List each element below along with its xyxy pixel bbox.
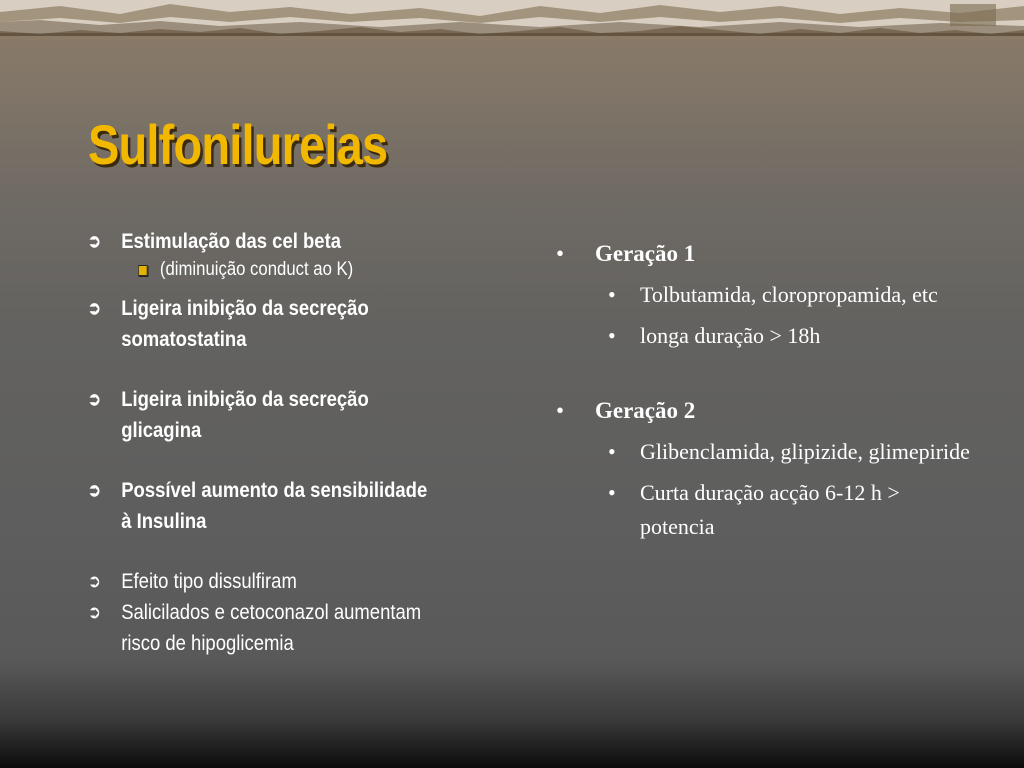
dot-bullet-icon: •: [556, 241, 565, 266]
generation-heading-text: Geração 2: [595, 398, 696, 423]
generation-heading: [556, 237, 976, 271]
list-item-text: Efeito tipo dissulfiram: [121, 570, 297, 593]
decorative-banner: [0, 0, 1024, 40]
left-bullet-list: [86, 226, 486, 659]
list-item: [86, 226, 438, 257]
generation-item: [556, 319, 976, 353]
dot-bullet-icon: •: [608, 282, 616, 307]
list-item: [86, 384, 438, 446]
list-item-text: Ligeira inibição da secreção somatostatina: [121, 297, 369, 351]
square-bullet-icon: [138, 265, 148, 276]
right-bullet-list: [556, 237, 976, 544]
generation-item: [556, 435, 976, 469]
dot-bullet-icon: •: [608, 323, 616, 348]
arrow-circle-icon: ➲: [87, 231, 102, 251]
list-item-text: Ligeira inibição da secreção glicagina: [121, 388, 369, 442]
list-item-text: Possível aumento da sensibilidade à Insulina: [121, 479, 428, 533]
sub-list-item: [86, 257, 438, 283]
generation-item: [556, 278, 976, 312]
generation-heading-text: Geração 1: [595, 241, 696, 266]
generation-item: [556, 476, 976, 544]
generation-heading: [556, 394, 976, 428]
list-item-text: Salicilados e cetoconazol aumentam risco de hipoglicemia: [121, 601, 422, 655]
dot-bullet-icon: •: [556, 398, 565, 423]
dot-bullet-icon: •: [608, 480, 616, 505]
generation-item-text: Tolbutamida, cloropropamida, etc: [640, 282, 938, 307]
arrow-circle-icon: ➲: [87, 571, 102, 591]
generation-item-text: longa duração > 18h: [640, 323, 821, 348]
list-item: [86, 475, 438, 537]
sub-list-item-text: (diminuição conduct ao K): [159, 259, 354, 280]
list-item: [86, 293, 438, 355]
arrow-circle-icon: ➲: [87, 602, 102, 622]
list-item: [86, 597, 438, 659]
arrow-circle-icon: ➲: [87, 298, 102, 318]
arrow-circle-icon: ➲: [87, 389, 102, 409]
list-item: [86, 566, 438, 597]
slide-title: Sulfonilureias: [88, 113, 388, 176]
dot-bullet-icon: •: [608, 439, 616, 464]
list-item-text: Estimulação das cel beta: [121, 230, 342, 253]
generation-item-text: Curta duração acção 6-12 h > potencia: [640, 480, 900, 539]
generation-item-text: Glibenclamida, glipizide, glimepiride: [640, 439, 970, 464]
arrow-circle-icon: ➲: [87, 480, 102, 500]
